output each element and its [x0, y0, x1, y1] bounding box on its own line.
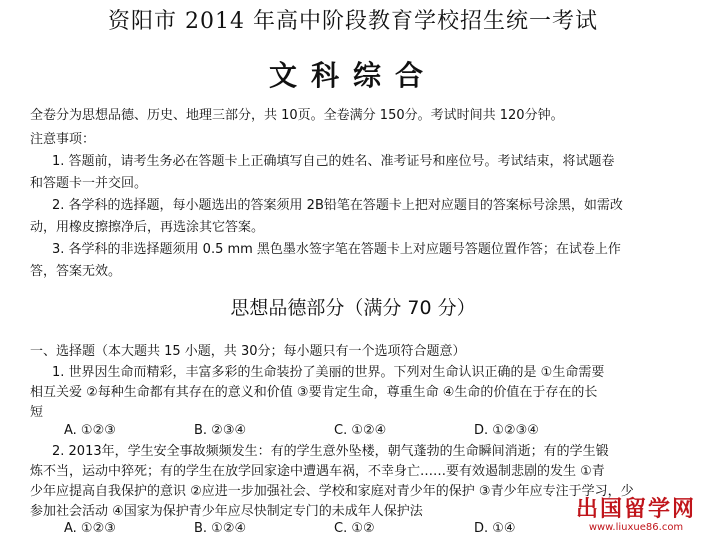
question-1-options — [64, 421, 684, 441]
intro-line: 全卷分为思想品德、历史、地理三部分，共 10页。全卷满分 150分。考试时间共 120分钟。 — [30, 108, 564, 123]
option-a: A. ①②③ — [64, 423, 116, 438]
option-b: B. ①②④ — [194, 521, 247, 536]
rule-3-line-b: 答，答案无效。 — [30, 264, 122, 279]
rule-2-line-a: 2. 各学科的选择题，每小题选出的答案须用 2B铅笔在答题卡上把对应题目的答案标号涂黑，如需改 — [52, 198, 623, 213]
question-2-line-c: 少年应提高自我保护的意识 ②应进一步加强社会、学校和家庭对青少年的保护 ③青少年应专注于学习，少 — [30, 484, 634, 499]
rule-1-line-a: 1. 答题前，请考生务必在答题卡上正确填写自己的姓名、准考证号和座位号。考试结束，将试题卷 — [52, 154, 615, 169]
option-a: A. ①②③ — [64, 521, 116, 536]
watermark-url: www.liuxue86.com — [588, 522, 684, 533]
rule-2-line-b: 动，用橡皮擦擦净后，再选涂其它答案。 — [30, 220, 265, 235]
watermark-main-text: 出国留学网 — [575, 497, 696, 522]
question-2-line-b: 炼不当，运动中猝死；有的学生在放学回家途中遭遇车祸，不幸身亡……要有效遏制悲剧的发生 ①青 — [30, 464, 605, 479]
watermark-logo — [572, 496, 700, 536]
notice-heading: 注意事项： — [30, 132, 96, 147]
option-b: B. ②③④ — [194, 423, 247, 438]
exam-title: 资阳市 2014 年高中阶段教育学校招生统一考试 — [108, 9, 598, 34]
subject-title: 文科综合 — [268, 59, 437, 92]
rule-3-line-a: 3. 各学科的非选择题须用 0.5 mm 黑色墨水签字笔在答题卡上对应题号答题位置作答；在试卷上作 — [52, 242, 621, 257]
question-2-line-d: 参加社会活动 ④国家为保护青少年应尽快制定专门的未成年人保护法 — [30, 504, 423, 519]
option-c: C. ①②④ — [334, 423, 387, 438]
option-c: C. ①② — [334, 521, 375, 536]
rule-1-line-b: 和答题卡一并交回。 — [30, 176, 148, 191]
section-title: 思想品德部分（满分 70 分） — [230, 297, 476, 319]
option-d: D. ①④ — [474, 521, 516, 536]
part-heading: 一、选择题（本大题共 15 小题，共 30分；每小题只有一个选项符合题意） — [30, 344, 466, 359]
question-1-line-b: 相互关爱 ②每种生命都有其存在的意义和价值 ③要肯定生命，尊重生命 ④生命的价值在于存在的长 — [30, 385, 598, 400]
question-2-line-a: 2. 2013年，学生安全事故频频发生：有的学生意外坠楼，朝气蓬勃的生命瞬间消逝；有的学生锻 — [52, 444, 609, 459]
question-1-line-a: 1. 世界因生命而精彩，丰富多彩的生命装扮了美丽的世界。下列对生命认识正确的是 ①生命需要 — [52, 365, 605, 380]
question-1-line-c: 短 — [30, 405, 44, 420]
option-d: D. ①②③④ — [474, 423, 539, 438]
